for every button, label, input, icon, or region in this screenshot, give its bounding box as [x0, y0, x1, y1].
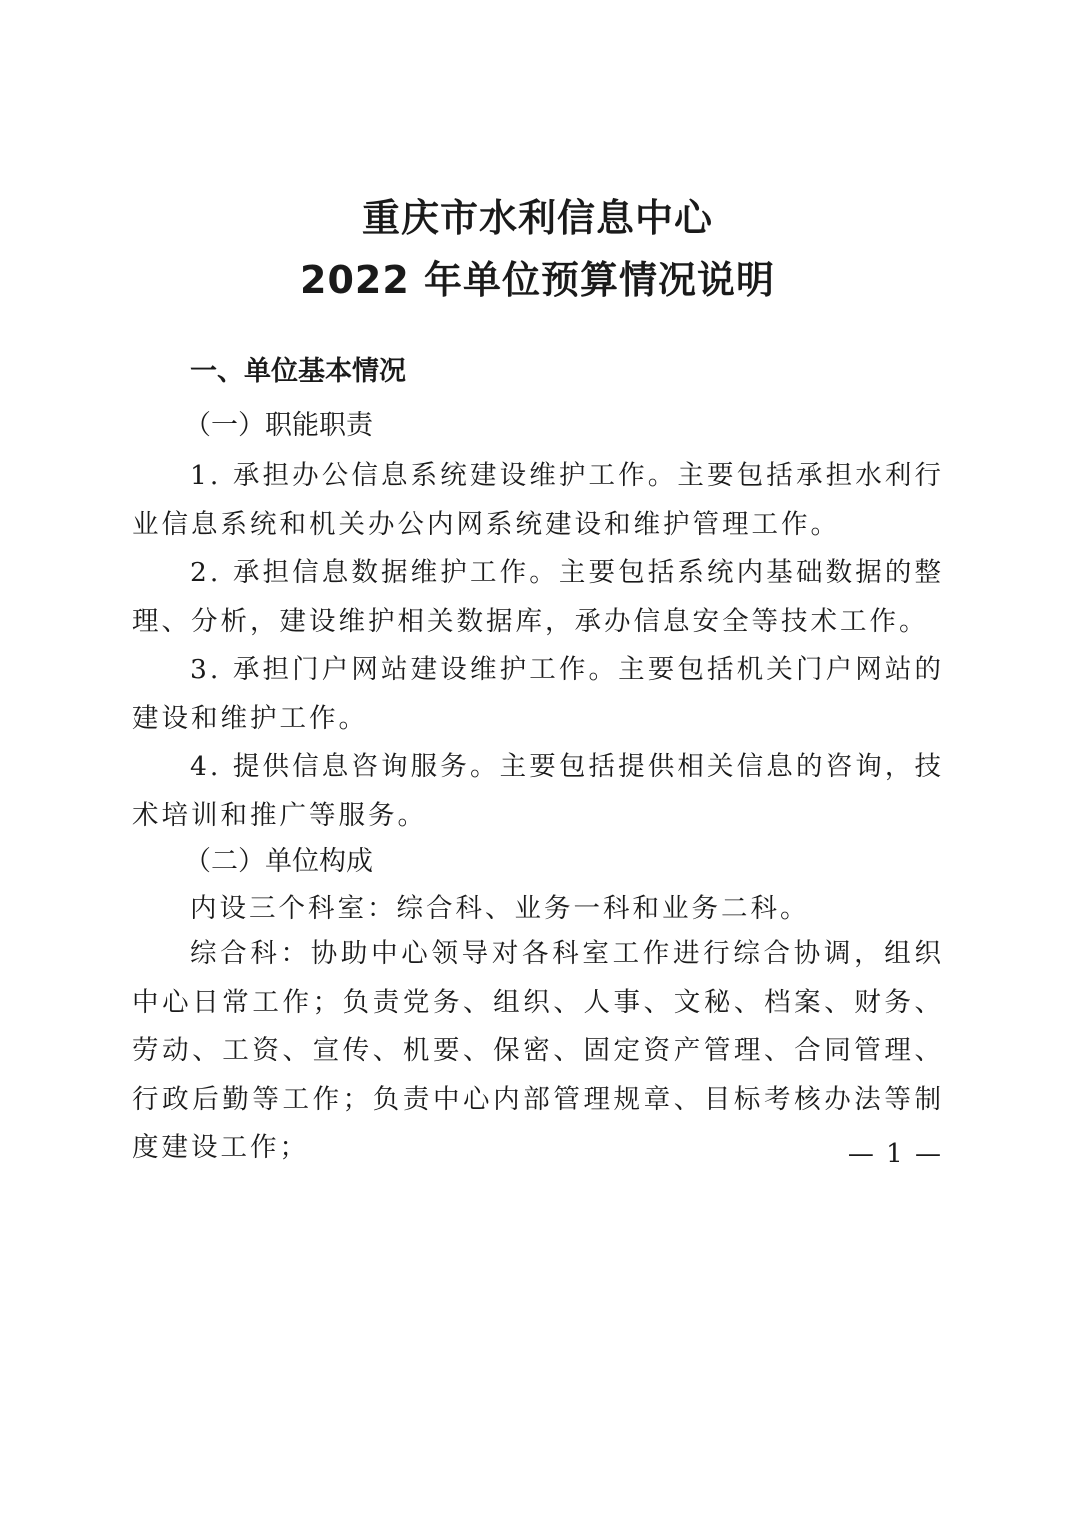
duty-paragraph-1: 1. 承担办公信息系统建设维护工作。主要包括承担水利行业信息系统和机关办公内网系统建设和维护管理工作。: [132, 460, 944, 540]
page-number: — 1 —: [847, 1139, 943, 1169]
duty-paragraph-2: 2. 承担信息数据维护工作。主要包括系统内基础数据的整理、分析，建设维护相关数据库，承办信息安全等技术工作。: [132, 557, 944, 637]
composition-paragraph-2: 综合科：协助中心领导对各科室工作进行综合协调，组织中心日常工作；负责党务、组织、人事、文秘、档案、财务、劳动、工资、宣传、机要、保密、固定资产管理、合同管理、行政后勤等工作；负责中心内部管理规章、目标考核办法等制度建设工作；: [132, 938, 944, 1163]
document-title-line2: 2022 年单位预算情况说明: [300, 258, 775, 302]
subsection-heading-composition: （二）单位构成: [184, 846, 373, 877]
duty-paragraph-3: 3. 承担门户网站建设维护工作。主要包括机关门户网站的建设和维护工作。: [132, 654, 944, 734]
composition-paragraph-1: 内设三个科室：综合科、业务一科和业务二科。: [190, 893, 810, 924]
subsection-heading-duties: （一）职能职责: [184, 410, 373, 441]
duty-paragraph-4: 4. 提供信息咨询服务。主要包括提供相关信息的咨询，技术培训和推广等服务。: [132, 751, 944, 831]
section-heading-basic-info: 一、单位基本情况: [190, 356, 406, 387]
document-title-line1: 重庆市水利信息中心: [361, 196, 713, 240]
